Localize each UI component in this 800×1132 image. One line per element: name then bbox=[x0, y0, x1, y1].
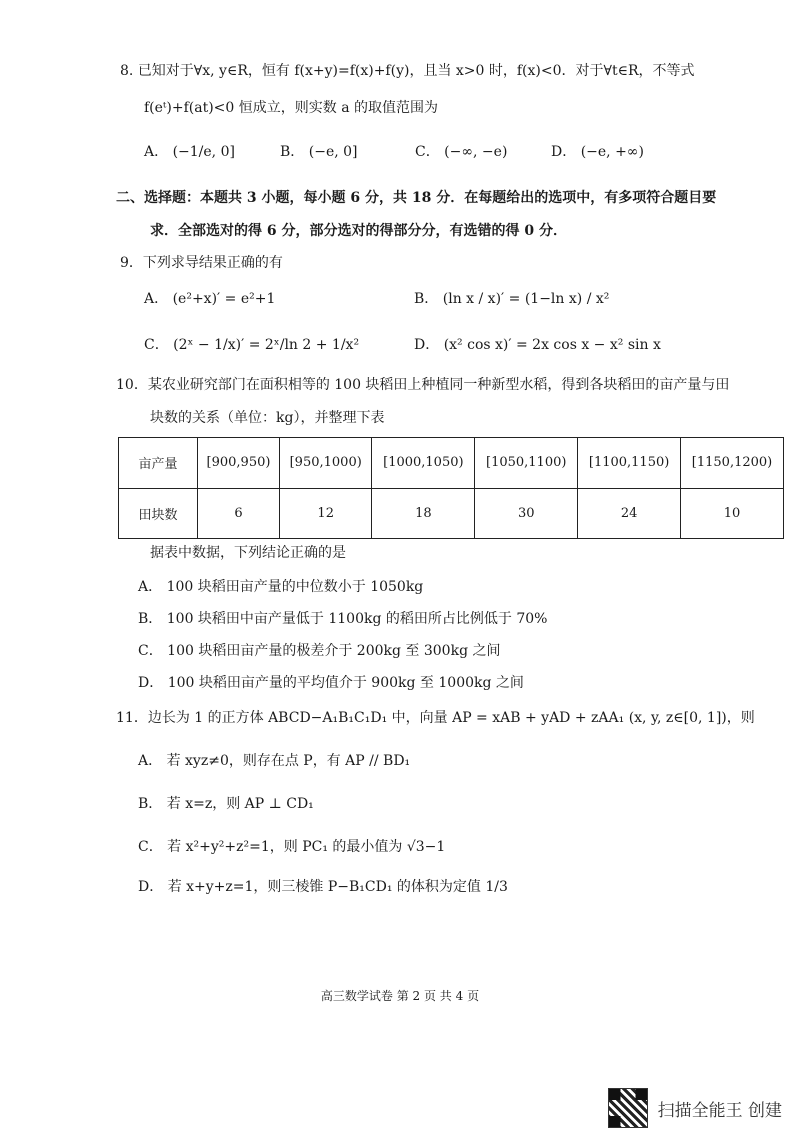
section2-heading-line1: 二、选择题：本题共 3 小题，每小题 6 分，共 18 分．在每题给出的选项中，有多项符合题目要 bbox=[116, 190, 717, 206]
q8-option-a bbox=[144, 141, 235, 161]
q9-option-c bbox=[144, 334, 359, 354]
option-label: D． bbox=[551, 144, 577, 160]
q8-option-b bbox=[280, 141, 358, 161]
table-cell: 10 bbox=[681, 488, 784, 539]
table-row-header: 亩产量 bbox=[119, 438, 198, 489]
table-row-header: 田块数 bbox=[119, 488, 198, 539]
option-label: B． bbox=[138, 611, 163, 627]
table-cell: 30 bbox=[475, 488, 578, 539]
table-cell: [1150,1200) bbox=[681, 438, 784, 489]
q8-stem-line2: f(eᵗ)+f(at)<0 恒成立，则实数 a 的取值范围为 bbox=[144, 100, 438, 116]
q8-option-c bbox=[415, 141, 507, 161]
table-cell: 12 bbox=[279, 488, 371, 539]
option-label: B． bbox=[280, 144, 305, 160]
page-footer: 高三数学试卷 第 2 页 共 4 页 bbox=[320, 989, 480, 1003]
q10-lead: 据表中数据，下列结论正确的是 bbox=[150, 545, 346, 561]
table-cell: 6 bbox=[198, 488, 280, 539]
section2-heading-line2: 求．全部选对的得 6 分，部分选对的得部分分，有选错的得 0 分． bbox=[150, 223, 567, 239]
q8-number: 8. bbox=[120, 63, 134, 79]
option-label: A． bbox=[138, 579, 163, 595]
table-cell: [1000,1050) bbox=[372, 438, 475, 489]
option-label: D． bbox=[138, 879, 164, 895]
option-label: A． bbox=[144, 291, 169, 307]
q11-option-b bbox=[138, 793, 314, 813]
table-cell: [950,1000) bbox=[279, 438, 371, 489]
q10-option-d bbox=[138, 672, 524, 692]
option-text: (−1/e, 0] bbox=[172, 144, 235, 160]
q10-option-b bbox=[138, 608, 547, 628]
yield-table bbox=[118, 437, 784, 539]
q9-stem: 9．下列求导结果正确的有 bbox=[120, 255, 283, 271]
q9-option-b bbox=[414, 288, 609, 308]
table-cell: [1100,1150) bbox=[578, 438, 681, 489]
table-cell: 18 bbox=[372, 488, 475, 539]
q11-option-c bbox=[138, 836, 445, 856]
q11-option-d bbox=[138, 876, 508, 896]
option-text: (ln x / x)′ = (1−ln x) / x² bbox=[442, 291, 610, 307]
option-text: 100 块稻田中亩产量低于 1100kg 的稻田所占比例低于 70% bbox=[166, 611, 548, 627]
option-text: 若 x+y+z=1，则三棱锥 P−B₁CD₁ 的体积为定值 1/3 bbox=[167, 879, 508, 895]
option-text: 100 块稻田亩产量的中位数小于 1050kg bbox=[166, 579, 424, 595]
option-text: (−e, 0] bbox=[308, 144, 358, 160]
option-text: (−e, +∞) bbox=[580, 144, 644, 160]
table-cell: 24 bbox=[578, 488, 681, 539]
q8-line1 bbox=[120, 60, 695, 80]
q9-option-d bbox=[414, 334, 661, 354]
option-text: 100 块稻田亩产量的极差介于 200kg 至 300kg 之间 bbox=[167, 643, 501, 659]
table-row bbox=[119, 488, 784, 539]
option-label: C． bbox=[415, 144, 440, 160]
option-label: C． bbox=[138, 839, 163, 855]
option-text: 100 块稻田亩产量的平均值介于 900kg 至 1000kg 之间 bbox=[167, 675, 524, 691]
table-cell: [1050,1100) bbox=[475, 438, 578, 489]
q8-option-d bbox=[551, 141, 644, 161]
option-label: C． bbox=[138, 643, 163, 659]
option-label: A． bbox=[144, 144, 169, 160]
option-text: (2ˣ − 1/x)′ = 2ˣ/ln 2 + 1/x² bbox=[173, 337, 360, 353]
option-text: (x² cos x)′ = 2x cos x − x² sin x bbox=[443, 337, 661, 353]
option-text: 若 x=z，则 AP ⊥ CD₁ bbox=[166, 796, 314, 812]
option-text: (−∞, −e) bbox=[444, 144, 508, 160]
option-text: 若 x²+y²+z²=1，则 PC₁ 的最小值为 √3−1 bbox=[167, 839, 446, 855]
option-label: B． bbox=[138, 796, 163, 812]
qr-code-icon bbox=[608, 1088, 648, 1128]
q10-stem-line1: 10．某农业研究部门在面积相等的 100 块稻田上种植同一种新型水稻，得到各块稻田的亩产量与田 bbox=[116, 377, 730, 393]
option-label: C． bbox=[144, 337, 169, 353]
table-cell: [900,950) bbox=[198, 438, 280, 489]
q9-option-a bbox=[144, 288, 275, 308]
option-label: D． bbox=[414, 337, 440, 353]
table-row bbox=[119, 438, 784, 489]
q10-option-a bbox=[138, 576, 423, 596]
scanner-watermark bbox=[608, 1088, 782, 1128]
q8-stem-line1: 已知对于∀x, y∈R，恒有 f(x+y)=f(x)+f(y)，且当 x>0 时，f(x)<0．对于∀t∈R，不等式 bbox=[137, 63, 695, 79]
scanner-watermark-text: 扫描全能王 创建 bbox=[657, 1100, 782, 1121]
option-label: B． bbox=[414, 291, 439, 307]
q10-stem-line2: 块数的关系（单位：kg），并整理下表 bbox=[150, 410, 385, 426]
q10-option-c bbox=[138, 640, 500, 660]
q11-stem: 11．边长为 1 的正方体 ABCD−A₁B₁C₁D₁ 中，向量 AP = xAB + yAD + zAA₁ (x, y, z∈[0, 1])，则 bbox=[116, 710, 755, 726]
option-text: 若 xyz≠0，则存在点 P，有 AP // BD₁ bbox=[166, 753, 411, 769]
option-label: D． bbox=[138, 675, 164, 691]
option-label: A． bbox=[138, 753, 163, 769]
q11-option-a bbox=[138, 750, 410, 770]
option-text: (e²+x)′ = e²+1 bbox=[172, 291, 276, 307]
